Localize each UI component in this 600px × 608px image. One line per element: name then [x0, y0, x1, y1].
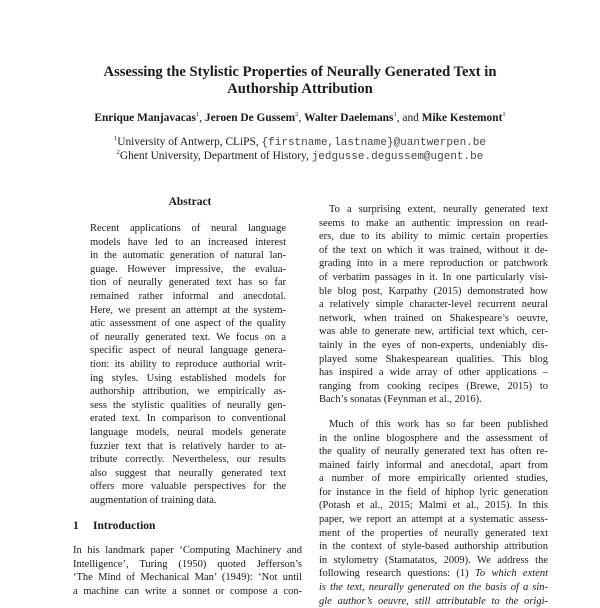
- section-heading-introduction: [73, 520, 155, 532]
- affil-text: University of Antwerp, CLiPS,: [117, 135, 262, 148]
- body-line-italic: [319, 595, 548, 608]
- abstract-line: erated text. In comparison to conventional: [90, 413, 286, 425]
- abstract-line: guage. However impressive, the evalua-: [90, 263, 286, 275]
- author-separator: ,: [298, 111, 305, 124]
- abstract-line: tion: its ability to reproduce authorial writ-: [90, 358, 286, 370]
- abstract-heading: Abstract: [168, 196, 212, 208]
- body-line: played some Shakespearean qualities. This blog: [319, 353, 548, 365]
- abstract-line: Here, we present an attempt at the system-: [90, 304, 286, 316]
- affiliation-1: [40, 135, 560, 149]
- body-line: ment of the properties of neurally generated text: [319, 527, 548, 539]
- body-line: a relatively simple character-level recurrent neural: [319, 299, 548, 311]
- title-line-2: Authorship Attribution: [227, 81, 373, 97]
- author-affil-mark: 2: [295, 111, 299, 118]
- body-line: ble blog post, Karpathy (2015) demonstrated how: [319, 285, 548, 297]
- body-line: grading into in a mere reproduction or patchwork: [319, 258, 548, 270]
- abstract-line: also suggest that neurally generated text: [90, 467, 286, 479]
- affil-number: 2: [116, 149, 120, 156]
- body-line: seems to make an authentic impression on read-: [319, 217, 548, 229]
- body-line: for instance in the field of hiphop lyric generation: [319, 486, 548, 498]
- abstract-line: ing styles. Using established models for: [90, 372, 286, 384]
- body-line: was able to generate new, artificial text which, cer-: [319, 326, 548, 338]
- intro-line: In his landmark paper ‘Computing Machinery and: [73, 545, 302, 556]
- author-affil-mark: 1: [195, 111, 200, 118]
- abstract-line: of neurally generated text. We focus on a: [90, 331, 286, 343]
- author-name: Enrique Manjavacas: [94, 111, 196, 124]
- body-line: a number of more empirically oriented studies,: [319, 473, 548, 485]
- research-question-italic: is the text, neurally generated on the basis of a sin-: [319, 582, 548, 594]
- body-line: Much of this work has so far been published: [329, 418, 548, 430]
- body-line-with-italic: [319, 567, 548, 581]
- body-line: in the context of style-based authorship attribution: [319, 541, 548, 553]
- body-line: Bach’s sonatas (Feynman et al., 2016).: [319, 394, 482, 406]
- abstract-line: remained rather informal and anecdotal.: [90, 290, 286, 302]
- abstract-line: specific aspect of neural language genera-: [90, 345, 286, 357]
- introduction-body: [73, 544, 302, 598]
- abstract-body: [90, 222, 286, 507]
- research-question-italic: To which extent: [475, 568, 548, 580]
- affil-number: 1: [114, 135, 118, 142]
- section-number: 1: [73, 520, 79, 532]
- body-line: of the text on which it was trained, without it de-: [319, 244, 548, 256]
- abstract-line: augmentation of training data.: [90, 494, 217, 506]
- right-column: [319, 203, 548, 608]
- author-affil-mark: 1: [393, 111, 397, 118]
- intro-line: Intelligence’, Turing (1950) quoted Jefferson’s: [73, 558, 302, 570]
- paper-title: [60, 64, 540, 98]
- body-line: in the online blogosphere and the assessment of: [319, 432, 548, 444]
- author-and: , and: [396, 111, 422, 124]
- section-title: Introduction: [93, 520, 156, 532]
- abstract-line: Recent applications of neural language: [90, 223, 286, 234]
- affil-text: Ghent University, Department of History,: [119, 149, 312, 162]
- affil-email[interactable]: {firstname,lastname}@uantwerpen.be: [261, 136, 486, 149]
- body-line: mained fairly informal and anecdotal, apart from: [319, 459, 548, 471]
- intro-line: ‘The Mind of Mechanical Man’ (1949): ‘Not until: [73, 572, 302, 584]
- author-name: Mike Kestemont: [421, 111, 503, 124]
- body-line: the quality of neurally generated text has often re-: [319, 446, 548, 458]
- body-line: ers, due to its ability to mimic certain properties: [319, 231, 548, 243]
- body-line: paper, we report an attempt at a systematic assess-: [319, 514, 548, 526]
- abstract-line: atic assessment of one aspect of the quality: [90, 318, 286, 330]
- body-line: ranging from cooking recipes (Brewe, 2015) to: [319, 380, 548, 392]
- body-line: of verbatim passages in it. In one particularly visi-: [319, 271, 548, 283]
- affiliation-2: [40, 149, 560, 163]
- abstract-line: authorship attribution, we empirically as-: [90, 386, 286, 398]
- abstract-line: tribute correctly. Nevertheless, our results: [90, 454, 286, 466]
- abstract-line: sess the stylistic qualities of neurally gen-: [90, 399, 286, 411]
- research-question-italic: gle author’s oeuvre, still attributable to the origi-: [319, 595, 548, 607]
- body-text: following research questions: (1): [319, 568, 476, 580]
- abstract-line: models have led to an increased interest: [90, 236, 286, 248]
- body-line: in stylometry (Stamatatos, 2009). We address the: [319, 554, 548, 566]
- title-line-1: Assessing the Stylistic Properties of Neurally Generated Text in: [103, 64, 497, 80]
- body-line: To a surprising extent, neurally generated text: [329, 204, 548, 215]
- body-line: network, when trained on Shakespeare’s oeuvre,: [319, 312, 548, 324]
- abstract-line: tion of neurally generated text has so far: [90, 277, 286, 289]
- author-affil-mark: 1: [502, 111, 506, 118]
- abstract-line: offers more valuable perspectives for the: [90, 481, 286, 493]
- affil-email[interactable]: jedgusse.degussem@ugent.be: [311, 150, 484, 163]
- author-name: Walter Daelemans: [304, 111, 394, 124]
- body-line: has inspired a wide array of other applications –: [319, 367, 548, 379]
- author-separator: ,: [199, 111, 205, 124]
- body-line: (Potash et al., 2015; Malmi et al., 2015). In this: [319, 500, 548, 512]
- body-line: tainly in the eyes of non-experts, undeniably dis-: [319, 339, 548, 351]
- abstract-line: in the automatic generation of natural lan-: [90, 250, 286, 262]
- author-list: [40, 111, 560, 124]
- body-line-italic: [319, 581, 548, 595]
- abstract-line: fuzzier text that is relatively harder to at-: [90, 440, 286, 452]
- author-name: Jeroen De Gussem: [204, 111, 296, 124]
- intro-line: a machine can write a sonnet or compose a con-: [73, 585, 302, 597]
- abstract-line: language models, neural models generate: [90, 426, 286, 438]
